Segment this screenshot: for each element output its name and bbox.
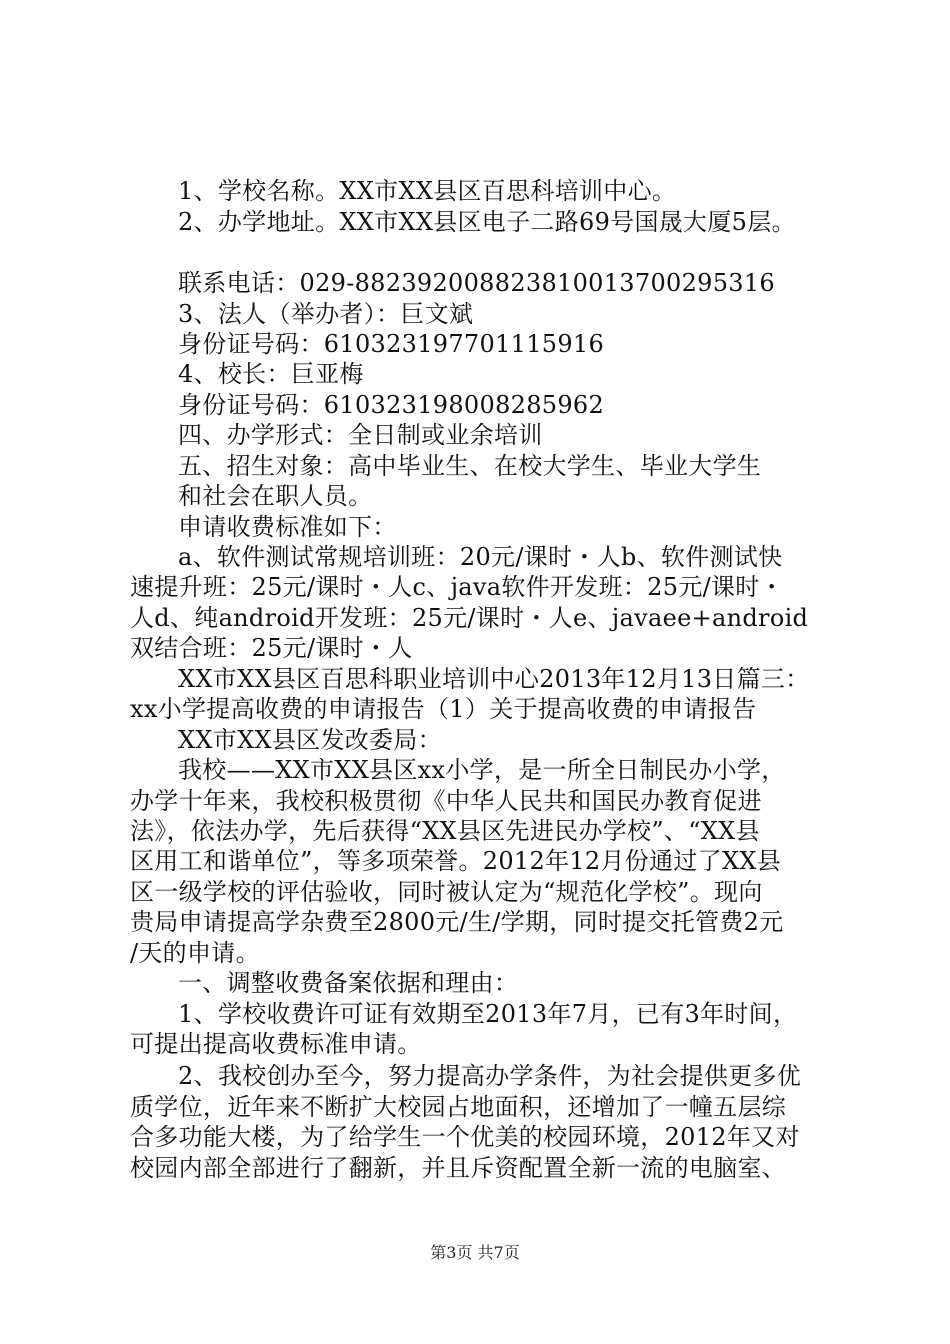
text-line: XX市XX县区发改委局： (178, 726, 442, 754)
text-line: 身份证号码：610323198008285962 (178, 391, 605, 419)
text-line: 身份证号码：610323197701115916 (178, 330, 605, 358)
text-line: 2、我校创办至今，努力提高办学条件，为社会提供更多优 (178, 1062, 802, 1090)
text-line: 我校——XX市XX县区xx小学，是一所全日制民办小学， (178, 756, 786, 784)
text-line: 四、办学形式：全日制或业余培训 (178, 421, 543, 449)
text-line: 五、招生对象：高中毕业生、在校大学生、毕业大学生 (178, 452, 762, 480)
text-line: 3、法人（举办者）：巨文斌 (178, 300, 474, 328)
text-line: 申请收费标准如下： (178, 513, 397, 541)
text-line: 法》，依法办学，先后获得“XX县区先进民办学校”、“XX县 (130, 817, 760, 845)
text-line: 双结合班：25元/课时・人 (130, 634, 413, 662)
text-line: /天的申请。 (130, 939, 260, 967)
text-line: 人d、纯android开发班：25元/课时・人e、javaee+android (130, 604, 809, 632)
text-line: 和社会在职人员。 (178, 482, 373, 510)
text-line: 速提升班：25元/课时・人c、java软件开发班：25元/课时・ (130, 573, 784, 601)
text-line: XX市XX县区百思科职业培训中心2013年12月13日篇三： (178, 665, 810, 693)
text-line: 1、学校收费许可证有效期至2013年7月，已有3年时间， (178, 1000, 798, 1028)
text-line: 校园内部全部进行了翻新，并且斥资配置全新一流的电脑室、 (130, 1154, 787, 1182)
text-line: 联系电话：029-882392008823810013700295316 (178, 269, 775, 297)
text-line: 1、学校名称。XX市XX县区百思科培训中心。 (178, 177, 677, 205)
text-line: 合多功能大楼，为了给学生一个优美的校园环境，2012年又对 (130, 1123, 800, 1151)
page-number-footer: 第3页 共7页 (430, 1243, 520, 1262)
text-line: 贵局申请提高学杂费至2800元/生/学期，同时提交托管费2元 (130, 908, 784, 936)
text-line: 质学位，近年来不断扩大校园占地面积，还增加了一幢五层综 (130, 1093, 787, 1121)
text-line: 可提出提高收费标准申请。 (130, 1030, 422, 1058)
text-line: xx小学提高收费的申请报告（1）关于提高收费的申请报告 (130, 695, 757, 723)
text-line: 办学十年来，我校积极贯彻《中华人民共和国民办教育促进 (130, 787, 762, 815)
text-line: 4、校长：巨亚梅 (178, 360, 364, 388)
text-line: a、软件测试常规培训班：20元/课时・人b、软件测试快 (178, 543, 783, 571)
text-line: 2、办学地址。XX市XX县区电子二路69号国晟大厦5层。 (178, 208, 796, 236)
text-line: 区一级学校的评估验收，同时被认定为“规范化学校”。现向 (130, 878, 763, 906)
text-line: 一、调整收费备案依据和理由： (178, 969, 519, 997)
text-line: 区用工和谐单位”，等多项荣誉。2012年12月份通过了XX县 (130, 847, 782, 875)
